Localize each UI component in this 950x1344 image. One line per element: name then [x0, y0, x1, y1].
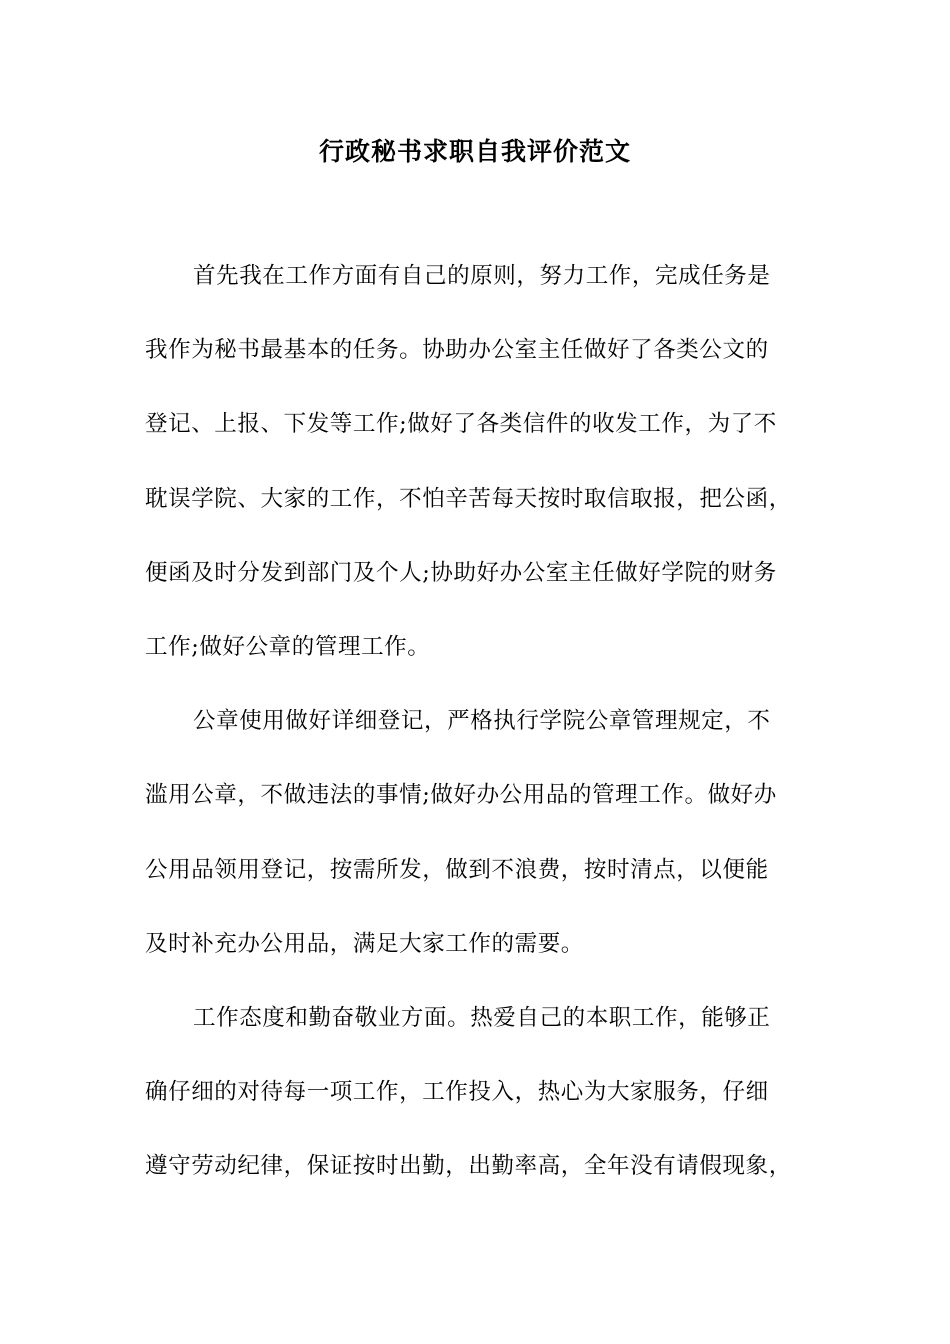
paragraph-3-line-3: 遵守劳动纪律，保证按时出勤，出勤率高，全年没有请假现象，	[145, 1153, 792, 1180]
paragraph-1-line-6: 工作;做好公章的管理工作。	[145, 633, 431, 660]
paragraph-1-line-1: 首先我在工作方面有自己的原则，努力工作，完成任务是	[193, 263, 771, 289]
paragraph-2-line-1: 公章使用做好详细登记，严格执行学院公章管理规定，不	[193, 708, 771, 735]
paragraph-2-line-3: 公用品领用登记，按需所发，做到不浪费，按时清点，以便能	[145, 856, 769, 883]
paragraph-1-line-2: 我作为秘书最基本的任务。协助办公室主任做好了各类公文的	[145, 337, 769, 364]
paragraph-1-line-3: 登记、上报、下发等工作;做好了各类信件的收发工作，为了不	[145, 411, 777, 438]
paragraph-2-line-2: 滥用公章，不做违法的事情;做好办公用品的管理工作。做好办	[145, 782, 777, 809]
paragraph-1-line-4: 耽误学院、大家的工作，不怕辛苦每天按时取信取报，把公函，	[145, 485, 792, 512]
paragraph-2-line-4: 及时补充办公用品，满足大家工作的需要。	[145, 930, 584, 957]
document-body	[145, 256, 815, 1220]
paragraph-3-line-2: 确仔细的对待每一项工作，工作投入，热心为大家服务，仔细	[145, 1079, 769, 1106]
document-title: 行政秘书求职自我评价范文	[318, 137, 631, 166]
paragraph-1-line-5: 便函及时分发到部门及个人;协助好办公室主任做好学院的财务	[145, 559, 777, 586]
paragraph-3-line-1: 工作态度和勤奋敬业方面。热爱自己的本职工作，能够正	[193, 1004, 771, 1031]
